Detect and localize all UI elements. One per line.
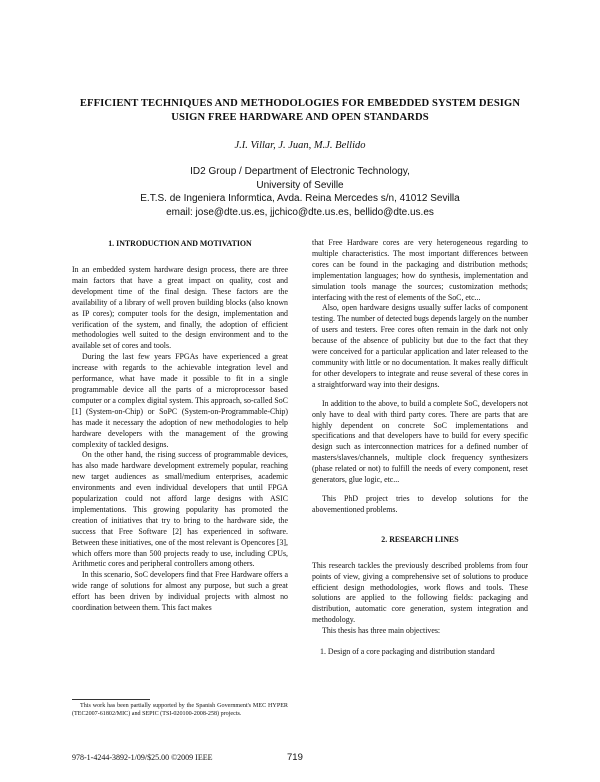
paragraph: This research tackles the previously described problems from four points of view, giving a comprehensive set of solutions to produce efficient design methodologies, work flows and tools. These solutions are applied to the following fields: packaging and distribution, automatic core generation, system integration and methodology. bbox=[312, 560, 528, 625]
paragraph: This PhD project tries to develop solutions for the abovementioned problems. bbox=[312, 493, 528, 514]
left-column bbox=[72, 238, 288, 614]
paragraph: In an embedded system hardware design process, there are three main factors that have a great impact on quality, cost and development time of the final design. These factors are the availability of a library of well proven building blocks (also known as IP cores); computer tools for the design, implementation and verification of the system, and finally, the adoption of efficient methodologies well suited to the design environment and to the available set of cores and tools. bbox=[72, 265, 288, 351]
section-heading-introduction: 1. INTRODUCTION AND MOTIVATION bbox=[108, 239, 252, 248]
affiliation bbox=[60, 165, 540, 219]
title-line-2: USIGN FREE HARDWARE AND OPEN STANDARDS bbox=[171, 112, 429, 123]
affiliation-line: ID2 Group / Department of Electronic Technology, bbox=[190, 166, 410, 177]
paragraph: that Free Hardware cores are very heterogeneous regarding to multiple characteristics. The most important differences between cores can be found in the packaging and distribution methods; implementation languages; how do synthesis, implementation and simulation tools manage the sources; customization methods; interfacing with the rest of elements of the SoC, etc... bbox=[312, 238, 528, 302]
paragraph: In addition to the above, to build a complete SoC, developers not only have to deal with third party cores. There are parts that are highly dependent on concrete SoC implementations and specifications and that developers have to build for every specific design such as interconnection matrices for a defined number of masters/slaves/channels, multiple clock frequency synthesizers (phase related or not) to fulfill the needs of every component, reset generators, glue logic, etc... bbox=[312, 398, 528, 485]
paragraph: This thesis has three main objectives: bbox=[322, 626, 441, 636]
title-line-1: EFFICIENT TECHNIQUES AND METHODOLOGIES FOR EMBEDDED SYSTEM DESIGN bbox=[79, 98, 521, 109]
authors: J.I. Villar, J. Juan, M.J. Bellido bbox=[234, 140, 366, 151]
footnote: This work has been partially supported by the Spanish Government's MEC HYPER (TEC2007-61802/MIC) and SEPIC (TSI-020100-2008-258) projects. bbox=[72, 703, 288, 718]
right-column bbox=[312, 238, 528, 658]
paragraph: Also, open hardware designs usually suffer lacks of component testing. The number of detected bugs depends largely on the number of users and testers. Free cores often remain in the dark not only because of the absence of publicity but due to the fact that they were conceived for a particular application and later released to the community with little or no documentation. It makes really difficult for other developers to integrate and reuse several of these cores in a straightforward way into their designs. bbox=[312, 303, 528, 389]
affiliation-line: E.T.S. de Ingeniera Informtica, Avda. Reina Mercedes s/n, 41012 Sevilla bbox=[140, 193, 460, 204]
email-line: email: jose@dte.us.es, jjchico@dte.us.es, bellido@dte.us.es bbox=[166, 206, 434, 218]
page-number: 719 bbox=[287, 752, 303, 763]
paragraph: In this scenario, SoC developers find that Free Hardware offers a wide range of solutions for almost any purpose, but such a great effort has been driven by individual projects with almost no coordination between them. This fact makes bbox=[72, 570, 288, 613]
section-heading-research-lines: 2. RESEARCH LINES bbox=[381, 534, 459, 544]
paragraph: During the last few years FPGAs have experienced a great increase with regards to the achievable integration level and performance, what have made it possible to fit in a single programmable device all the parts of a microprocessor based computer or a complex digital system. This approach, so-called SoC [1] (System-on-Chip) or SoPC (System-on-Programmable-Chip) has made it necessary the adoption of new methodologies to help hardware developers with the management of the growing complexity of tackled designs. bbox=[72, 352, 288, 449]
list-item: 1. Design of a core packaging and distribution standard bbox=[320, 647, 495, 657]
affiliation-line: University of Seville bbox=[256, 179, 344, 191]
paper-title bbox=[60, 97, 540, 125]
paragraph: On the other hand, the rising success of programmable devices, has also made hardware development extremely popular, reaching new target audiences as small/medium enterprises, academic environments and even individual developers that until FPGA popularization could not afford large designs with ASIC implementations. This growing popularity has promoted the creation of initiatives that try to bring to the hardware side, the success that Free Software [2] has experienced in software. Between these initiatives, one of the most relevant is Opencores [3], which offers more than 500 projects ready to use, including CPUs, Arithmetic cores and peripheral controllers among others. bbox=[72, 450, 288, 569]
isbn-copyright: 978-1-4244-3892-1/09/$25.00 ©2009 IEEE bbox=[72, 753, 213, 762]
footnote-rule bbox=[72, 699, 150, 700]
